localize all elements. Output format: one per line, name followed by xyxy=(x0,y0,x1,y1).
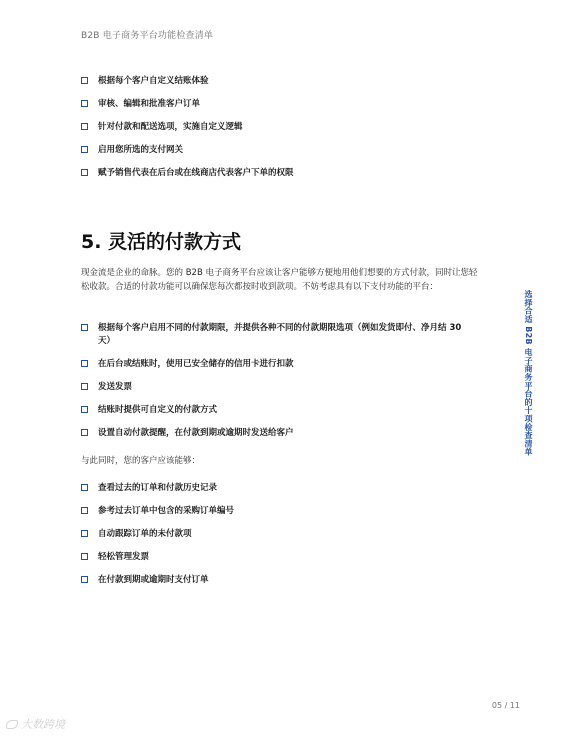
checkbox-icon xyxy=(81,360,88,367)
list-item-text: 结账时提供可自定义的付款方式 xyxy=(98,405,218,415)
list-item-text: 自动跟踪订单的未付款项 xyxy=(98,529,192,539)
checkbox-icon xyxy=(81,100,88,107)
checkbox-icon xyxy=(81,553,88,560)
watermark-logo-icon xyxy=(6,720,18,729)
list-item xyxy=(81,144,294,157)
list-item xyxy=(81,167,294,180)
list-item-text: 发送发票 xyxy=(98,382,133,392)
list-item xyxy=(81,574,234,587)
checkbox-icon xyxy=(81,530,88,537)
list-item xyxy=(81,358,471,371)
list-item xyxy=(81,482,234,495)
list-item-text: 在后台或结账时，使用已安全储存的信用卡进行扣款 xyxy=(98,359,294,369)
checkbox-icon xyxy=(81,406,88,413)
checkbox-icon xyxy=(81,169,88,176)
list-item-text: 赋予销售代表在后台或在线商店代表客户下单的权限 xyxy=(98,168,294,178)
page-number: 05 / 11 xyxy=(491,701,520,710)
side-vertical-title: 选择合适 B2B 电子商务平台的十项检查清单 xyxy=(524,290,533,456)
list-item-text: 参考过去订单中包含的采购订单编号 xyxy=(98,506,235,516)
list-item xyxy=(81,381,471,394)
list-item xyxy=(81,427,471,440)
list-item xyxy=(81,505,234,518)
section-intro-paragraph: 现金流是企业的命脉。您的 B2B 电子商务平台应该让客户能够方便地用他们想要的方式付款，同时让您轻松收款。合适的付款功能可以确保您每次都按时收到款项。不妨考虑具有以下支付功能的平台： xyxy=(81,268,478,292)
list-item xyxy=(81,404,471,417)
list-item xyxy=(81,98,294,111)
checklist-payment-features xyxy=(81,322,471,450)
list-item xyxy=(81,551,234,564)
document-header: B2B 电子商务平台功能检查清单 xyxy=(81,31,214,41)
list-item-text: 查看过去的订单和付款历史记录 xyxy=(98,483,218,493)
list-item-text: 在付款到期或逾期时支付订单 xyxy=(98,575,209,585)
checklist-customer-abilities xyxy=(81,482,234,597)
watermark xyxy=(6,716,65,732)
checkbox-icon xyxy=(81,123,88,130)
list-item-text: 审核、编辑和批准客户订单 xyxy=(98,99,201,109)
list-item-text: 根据每个客户启用不同的付款期限，并提供各种不同的付款期限选项（例如发货即付、净月结 30 天） xyxy=(98,323,462,346)
list-item-text: 启用您所选的支付网关 xyxy=(98,145,184,155)
meanwhile-paragraph: 与此同时，您的客户应该能够： xyxy=(81,456,201,466)
watermark-text: 大数跨境 xyxy=(21,718,65,731)
checklist-top xyxy=(81,75,294,190)
checkbox-icon xyxy=(81,77,88,84)
checkbox-icon xyxy=(81,484,88,491)
checkbox-icon xyxy=(81,576,88,583)
checkbox-icon xyxy=(81,324,88,331)
checkbox-icon xyxy=(81,383,88,390)
list-item xyxy=(81,121,294,134)
list-item-text: 设置自动付款提醒，在付款到期或逾期时发送给客户 xyxy=(98,428,294,438)
list-item xyxy=(81,75,294,88)
list-item-text: 根据每个客户自定义结账体验 xyxy=(98,76,209,86)
checkbox-icon xyxy=(81,507,88,514)
checkbox-icon xyxy=(81,429,88,436)
list-item xyxy=(81,322,471,348)
list-item xyxy=(81,528,234,541)
list-item-text: 轻松管理发票 xyxy=(98,552,150,562)
checkbox-icon xyxy=(81,146,88,153)
list-item-text: 针对付款和配送选项，实施自定义逻辑 xyxy=(98,122,243,132)
section-heading: 5. 灵活的付款方式 xyxy=(81,231,242,253)
